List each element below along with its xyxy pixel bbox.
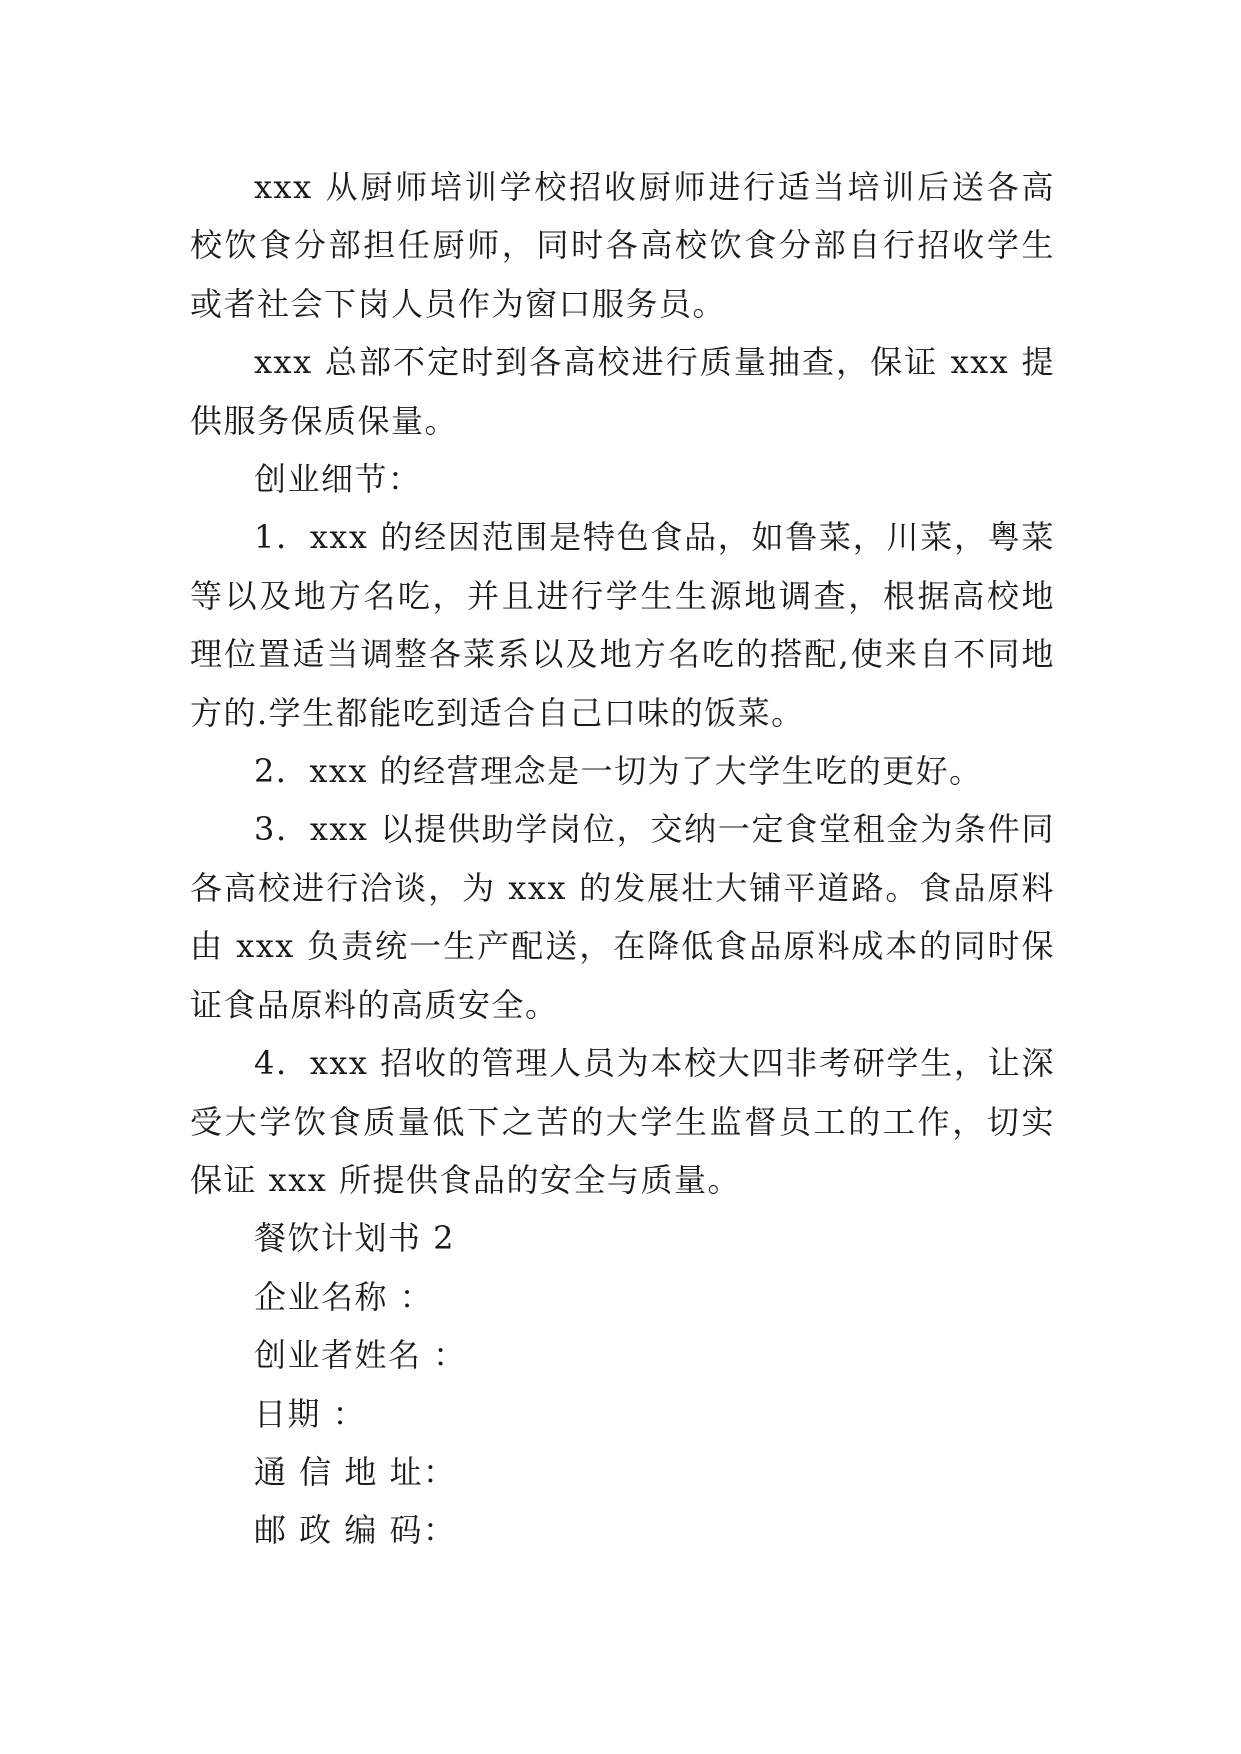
paragraph-item-4: 4．xxx 招收的管理人员为本校大四非考研学生，让深受大学饮食质量低下之苦的大学生监督员工的工作，切实保证 xxx 所提供食品的安全与质量。 bbox=[190, 1044, 1055, 1199]
paragraph-item-1: 1．xxx 的经因范围是特色食品，如鲁菜，川菜，粤菜等以及地方名吃，并且进行学生生源地调查，根据高校地理位置适当调整各菜系以及地方名吃的搭配,使来自不同地方的.学生都能吃到适合自己口味的饭菜。 bbox=[190, 518, 1055, 732]
paragraph-quality-check: xxx 总部不定时到各高校进行质量抽查，保证 xxx 提供服务保质保量。 bbox=[190, 343, 1055, 440]
paragraph-item-3: 3．xxx 以提供助学岗位，交纳一定食堂租金为条件同各高校进行洽谈，为 xxx 的发展壮大铺平道路。食品原料由 xxx 负责统一生产配送，在降低食品原料成本的同时保证食品原料的高质安全。 bbox=[190, 810, 1055, 1024]
document-body bbox=[190, 158, 1055, 1560]
paragraph-startup-details-heading: 创业细节： bbox=[254, 460, 422, 499]
field-date: 日期 ： bbox=[254, 1394, 367, 1433]
field-company-name: 企业名称 ： bbox=[254, 1277, 434, 1316]
section-title: 餐饮计划书 2 bbox=[254, 1219, 456, 1258]
field-founder-name: 创业者姓名 ： bbox=[254, 1336, 467, 1375]
field-postal-code: 邮 政 编 码： bbox=[254, 1511, 457, 1550]
paragraph-item-2: 2．xxx 的经营理念是一切为了大学生吃的更好。 bbox=[254, 752, 983, 791]
field-address: 通 信 地 址： bbox=[254, 1452, 457, 1491]
paragraph-chef-recruitment: xxx 从厨师培训学校招收厨师进行适当培训后送各高校饮食分部担任厨师，同时各高校饮食分部自行招收学生或者社会下岗人员作为窗口服务员。 bbox=[190, 168, 1055, 323]
